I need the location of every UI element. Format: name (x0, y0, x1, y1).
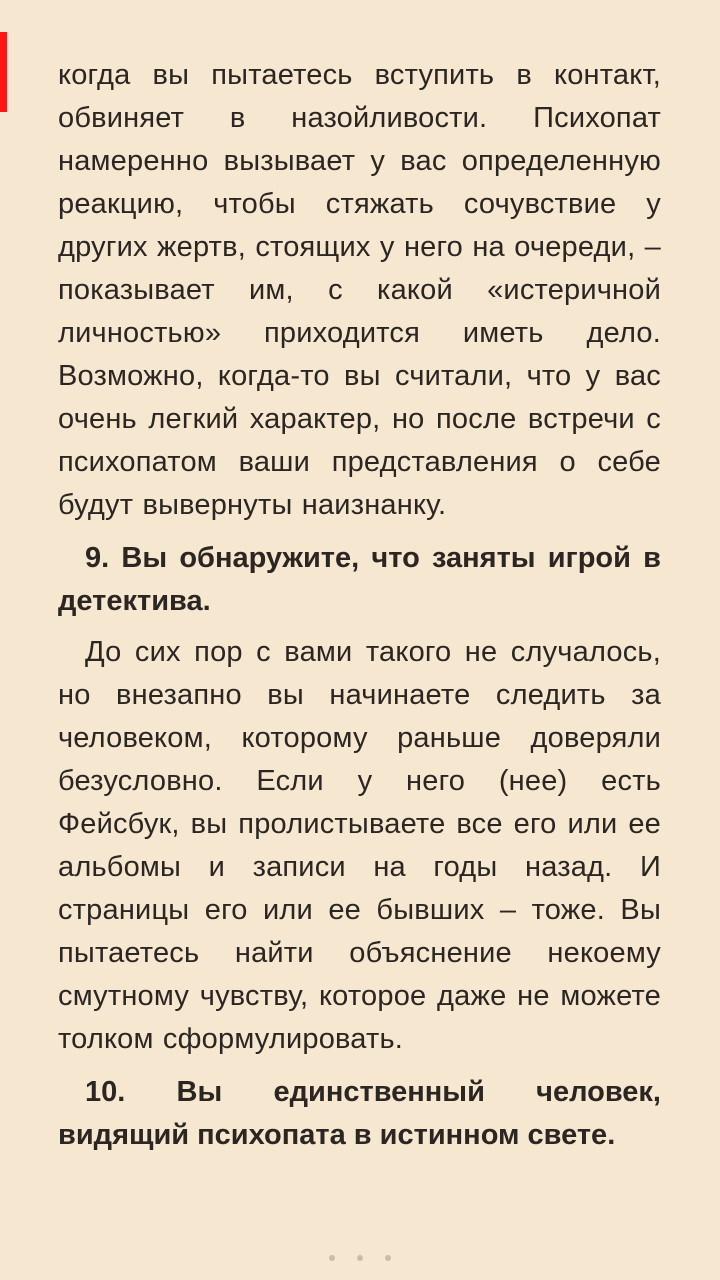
heading-item-10: 10. Вы единственный человек, видящий психопата в истинном свете. (58, 1076, 661, 1151)
page-dot-icon (357, 1255, 363, 1261)
reader-page (58, 54, 661, 1165)
bookmark-marker[interactable] (0, 32, 7, 112)
heading-item-9: 9. Вы обнаружите, что заняты игрой в детектива. (58, 542, 661, 617)
page-indicator[interactable] (0, 1255, 720, 1261)
paragraph-continued: когда вы пытаетесь вступить в контакт, обвиняет в назойливости. Психопат намеренно вызывает у вас определенную реакцию, чтобы стяжать сочувствие у других жертв, стоящих у него на очереди, – показывает им, с какой «истеричной личностью» приходится иметь дело. Возможно, когда-то вы считали, что у вас очень легкий характер, но после встречи с психопатом ваши представления о себе будут вывернуты наизнанку. (58, 59, 661, 521)
paragraph-item-9: До сих пор с вами такого не случалось, но внезапно вы начинаете следить за человеком, которому раньше доверяли безусловно. Если у него (нее) есть Фейсбук, вы пролистываете все его или ее альбомы и записи на годы назад. И страницы его или ее бывших – тоже. Вы пытаетесь найти объяснение некоему смутному чувству, которое даже не можете толком сформулировать. (58, 636, 661, 1055)
page-dot-icon (329, 1255, 335, 1261)
page-dot-icon (385, 1255, 391, 1261)
